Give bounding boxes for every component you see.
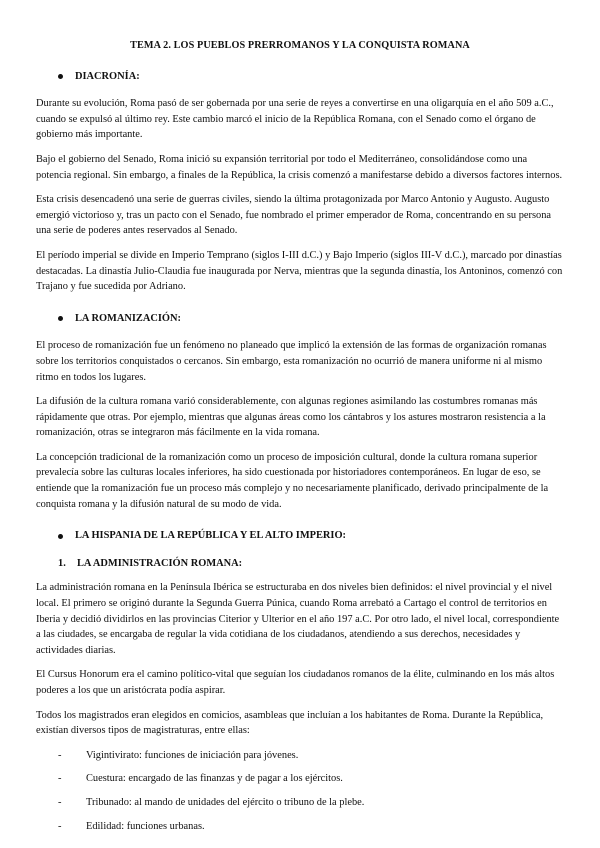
subsection-heading-administracion bbox=[58, 556, 564, 572]
list-item-text: Cuestura: encargado de las finanzas y de pagar a los ejércitos. bbox=[86, 773, 343, 785]
dash-icon: - bbox=[58, 820, 62, 832]
subsection-heading-text: LA ADMINISTRACIÓN ROMANA: bbox=[77, 557, 243, 569]
document-title: TEMA 2. LOS PUEBLOS PRERROMANOS Y LA CONQUISTA ROMANA bbox=[130, 40, 470, 51]
dash-icon: - bbox=[58, 773, 62, 785]
bullet-icon bbox=[58, 74, 63, 79]
document-content bbox=[36, 38, 564, 842]
paragraph: El proceso de romanización fue un fenómeno no planeado que implicó la extensión de las formas de organización romanas sobre los territorios conquistados o cercanos. Sin embargo, esta romanización no ocurrió de manera uniforme ni al mismo ritmo en todos los lugares. bbox=[36, 340, 547, 383]
paragraph: Todos los magistrados eran elegidos en comicios, asambleas que incluían a los habitantes de Roma. Durante la República, existían diversos tipos de magistraturas, entre ellas: bbox=[36, 709, 544, 737]
list-item bbox=[58, 795, 564, 811]
paragraph: La administración romana en la Península Ibérica se estructuraba en dos niveles bien definidos: el nivel provincial y el nivel local. El primero se originó durante la Segunda Guerra Púnica, cuando Roma arrebató a Cartago el control de territorios en Iberia y decidió dividirlos en las provincias Citerior y Ulterior en el año 197 a.C. Por otro lado, el nivel local, correspondiente a las ciudades, se encargaba de regular la vida cotidiana de los ciudadanos, atendiendo a sus derechos, necesidades y actividades diarias. bbox=[36, 582, 560, 656]
bullet-icon bbox=[58, 534, 63, 539]
paragraph: Durante su evolución, Roma pasó de ser gobernada por una serie de reyes a convertirse en una oligarquía en el año 509 a.C., cuando se expulsó al último rey. Este cambio marcó el inicio de la República Romana, con el Senado como el órgano de gobierno más importante. bbox=[36, 98, 554, 141]
section-heading-romanizacion bbox=[58, 311, 564, 327]
list-item bbox=[58, 819, 564, 835]
list-item-text: Edilidad: funciones urbanas. bbox=[86, 820, 205, 832]
dash-icon: - bbox=[58, 796, 62, 808]
list-item-text: Tribunado: al mando de unidades del ejército o tribuno de la plebe. bbox=[86, 796, 365, 808]
paragraph: El período imperial se divide en Imperio Temprano (siglos I-III d.C.) y Bajo Imperio (siglos III-V d.C.), marcado por dinastías destacadas. La dinastía Julio-Claudia fue inaugurada por Nerva, mientras que la segunda dinastía, los Antoninos, comenzó con Trajano y fue sucedida por Adriano. bbox=[36, 249, 563, 293]
section-heading-text: LA HISPANIA DE LA REPÚBLICA Y EL ALTO IMPERIO: bbox=[75, 530, 346, 542]
section-heading-text: LA ROMANIZACIÓN: bbox=[75, 312, 181, 324]
paragraph: Bajo el gobierno del Senado, Roma inició su expansión territorial por todo el Mediterráneo, consolidándose como una potencia regional. Sin embargo, a finales de la República, la crisis comenzó a manifestarse debido a diversos factores internos. bbox=[36, 153, 563, 181]
list-item bbox=[58, 748, 564, 764]
paragraph: Esta crisis desencadenó una serie de guerras civiles, siendo la última protagonizada por Marco Antonio y Augusto. Augusto emergió victorioso y, tras un pacto con el Senado, fue nombrado el primer emperador de Roma, concentrando en su persona una serie de poderes antes reservados al Senado. bbox=[36, 194, 552, 237]
bullet-icon bbox=[58, 316, 63, 321]
list-item-text: Vigintivirato: funciones de iniciación para jóvenes. bbox=[86, 749, 299, 761]
section-heading-text: DIACRONÍA: bbox=[75, 70, 140, 82]
paragraph: La concepción tradicional de la romanización como un proceso de imposición cultural, donde la cultura romana superior prevalecía sobre las culturas locales inferiores, ha sido cuestionada por historiadores contemporáneos. En lugar de eso, se entiende que la romanización fue un proceso más complejo y no necesariamente planificado, derivado principalmente de la conquista romana y la difusión natural de su modo de vida. bbox=[36, 451, 549, 510]
magistraturas-list bbox=[36, 748, 564, 834]
dash-icon: - bbox=[58, 749, 62, 761]
paragraph: La difusión de la cultura romana varió considerablemente, con algunas regiones asimilando las costumbres romanas más rápidamente que otras. Por ejemplo, mientras que algunas áreas como los cántabros y los astures mostraron resistencia a la romanización, otras se integraron más fácilmente en la vida romana. bbox=[36, 396, 546, 439]
subsection-number: 1. bbox=[58, 557, 66, 569]
section-heading-diacronia bbox=[58, 69, 564, 85]
section-heading-hispania bbox=[58, 528, 564, 544]
paragraph: El Cursus Honorum era el camino político-vital que seguían los ciudadanos romanos de la élite, culminando en los más altos poderes a los que un aristócrata podía aspirar. bbox=[36, 669, 555, 696]
list-item bbox=[58, 771, 564, 787]
